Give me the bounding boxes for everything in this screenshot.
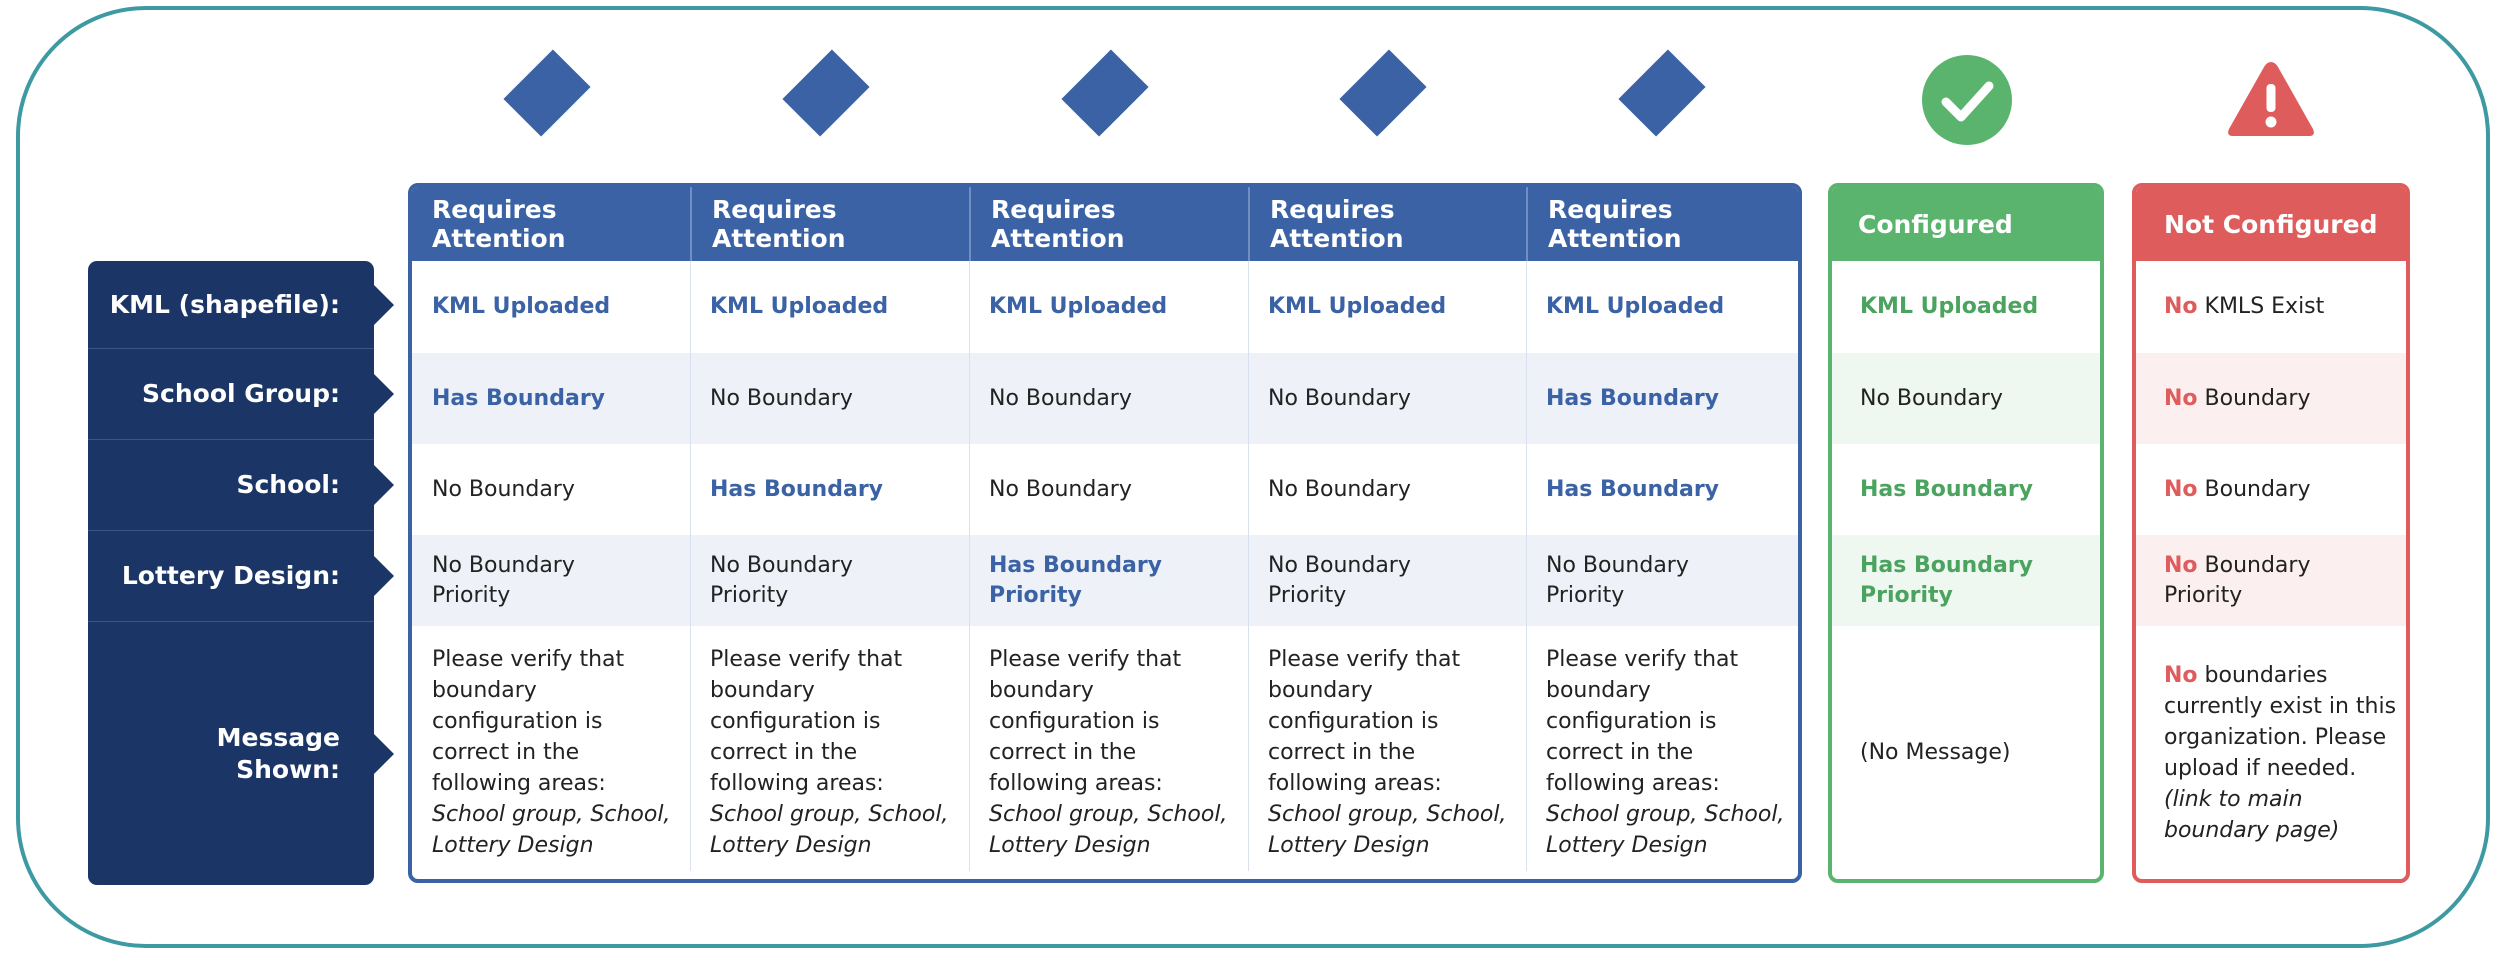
column-header: Configured [1832,187,2100,261]
not-configured-group [2132,183,2410,883]
cell-lottery-design: No Boundary Priority [1268,552,1411,608]
cell-lottery-design: Has Boundary Priority [1860,552,2034,608]
cell-school-group: No Boundary [2164,385,2311,411]
cell-school-group: Has Boundary [432,385,606,411]
configured-group [1828,183,2104,883]
cell-school: No Boundary [432,476,575,502]
cell-message: (No Message) [1860,740,2011,765]
cell-kml: KML Uploaded [989,294,1168,319]
requires-attention-group [408,183,1802,883]
cell-school: Has Boundary [710,476,884,502]
column-header: Requires Attention [412,187,690,261]
row-label-message-shown: Message Shown: [88,622,374,885]
cell-lottery-design: No Boundary Priority [1546,552,1689,608]
cell-message: Please verify that boundary configuration is correct in the following areas: School group, School, Lottery Design [1268,647,1507,858]
cell-kml: KML Uploaded [1860,294,2039,319]
cell-school: Has Boundary [1546,476,1720,502]
cell-lottery-design: Has Boundary Priority [989,552,1163,608]
cell-school-group: Has Boundary [1546,385,1720,411]
cell-school-group: No Boundary [1860,385,2003,411]
cell-message: Please verify that boundary configuration is correct in the following areas: School group, School, Lottery Design [710,647,949,858]
row-label-kml: KML (shapefile): [88,261,374,349]
cell-school-group: No Boundary [989,385,1132,411]
cell-message: Please verify that boundary configuration is correct in the following areas: School group, School, Lottery Design [1546,647,1785,858]
row-label-lottery-design: Lottery Design: [88,531,374,622]
warning-triangle-icon [2226,58,2316,140]
check-circle-icon [1922,55,2012,145]
cell-message: Please verify that boundary configuration is correct in the following areas: School group, School, Lottery Design [432,647,671,858]
cell-kml: KML Uploaded [710,294,889,319]
column-header: Requires Attention [1248,187,1526,261]
cell-kml: KML Uploaded [1546,294,1725,319]
cell-school: No Boundary [1268,476,1411,502]
cell-school: Has Boundary [1860,476,2034,502]
column-header: Requires Attention [690,187,969,261]
column-header: Requires Attention [969,187,1248,261]
column-header: Not Configured [2136,187,2406,261]
cell-lottery-design: No Boundary Priority [2164,552,2311,608]
cell-message: No boundaries currently exist in this organization. Please upload if needed. (link to main boundary page) [2164,662,2397,843]
cell-kml: KML Uploaded [1268,294,1447,319]
cell-lottery-design: No Boundary Priority [710,552,853,608]
cell-kml: No KMLS Exist [2164,294,2325,319]
row-label-column [88,261,374,885]
column-header: Requires Attention [1526,187,1802,261]
cell-message: Please verify that boundary configuration is correct in the following areas: School group, School, Lottery Design [989,647,1228,858]
cell-kml: KML Uploaded [432,294,611,319]
cell-school-group: No Boundary [1268,385,1411,411]
cell-lottery-design: No Boundary Priority [432,552,575,608]
row-label-school: School: [88,440,374,531]
cell-school: No Boundary [989,476,1132,502]
cell-school: No Boundary [2164,476,2311,502]
cell-school-group: No Boundary [710,385,853,411]
row-label-school-group: School Group: [88,349,374,440]
